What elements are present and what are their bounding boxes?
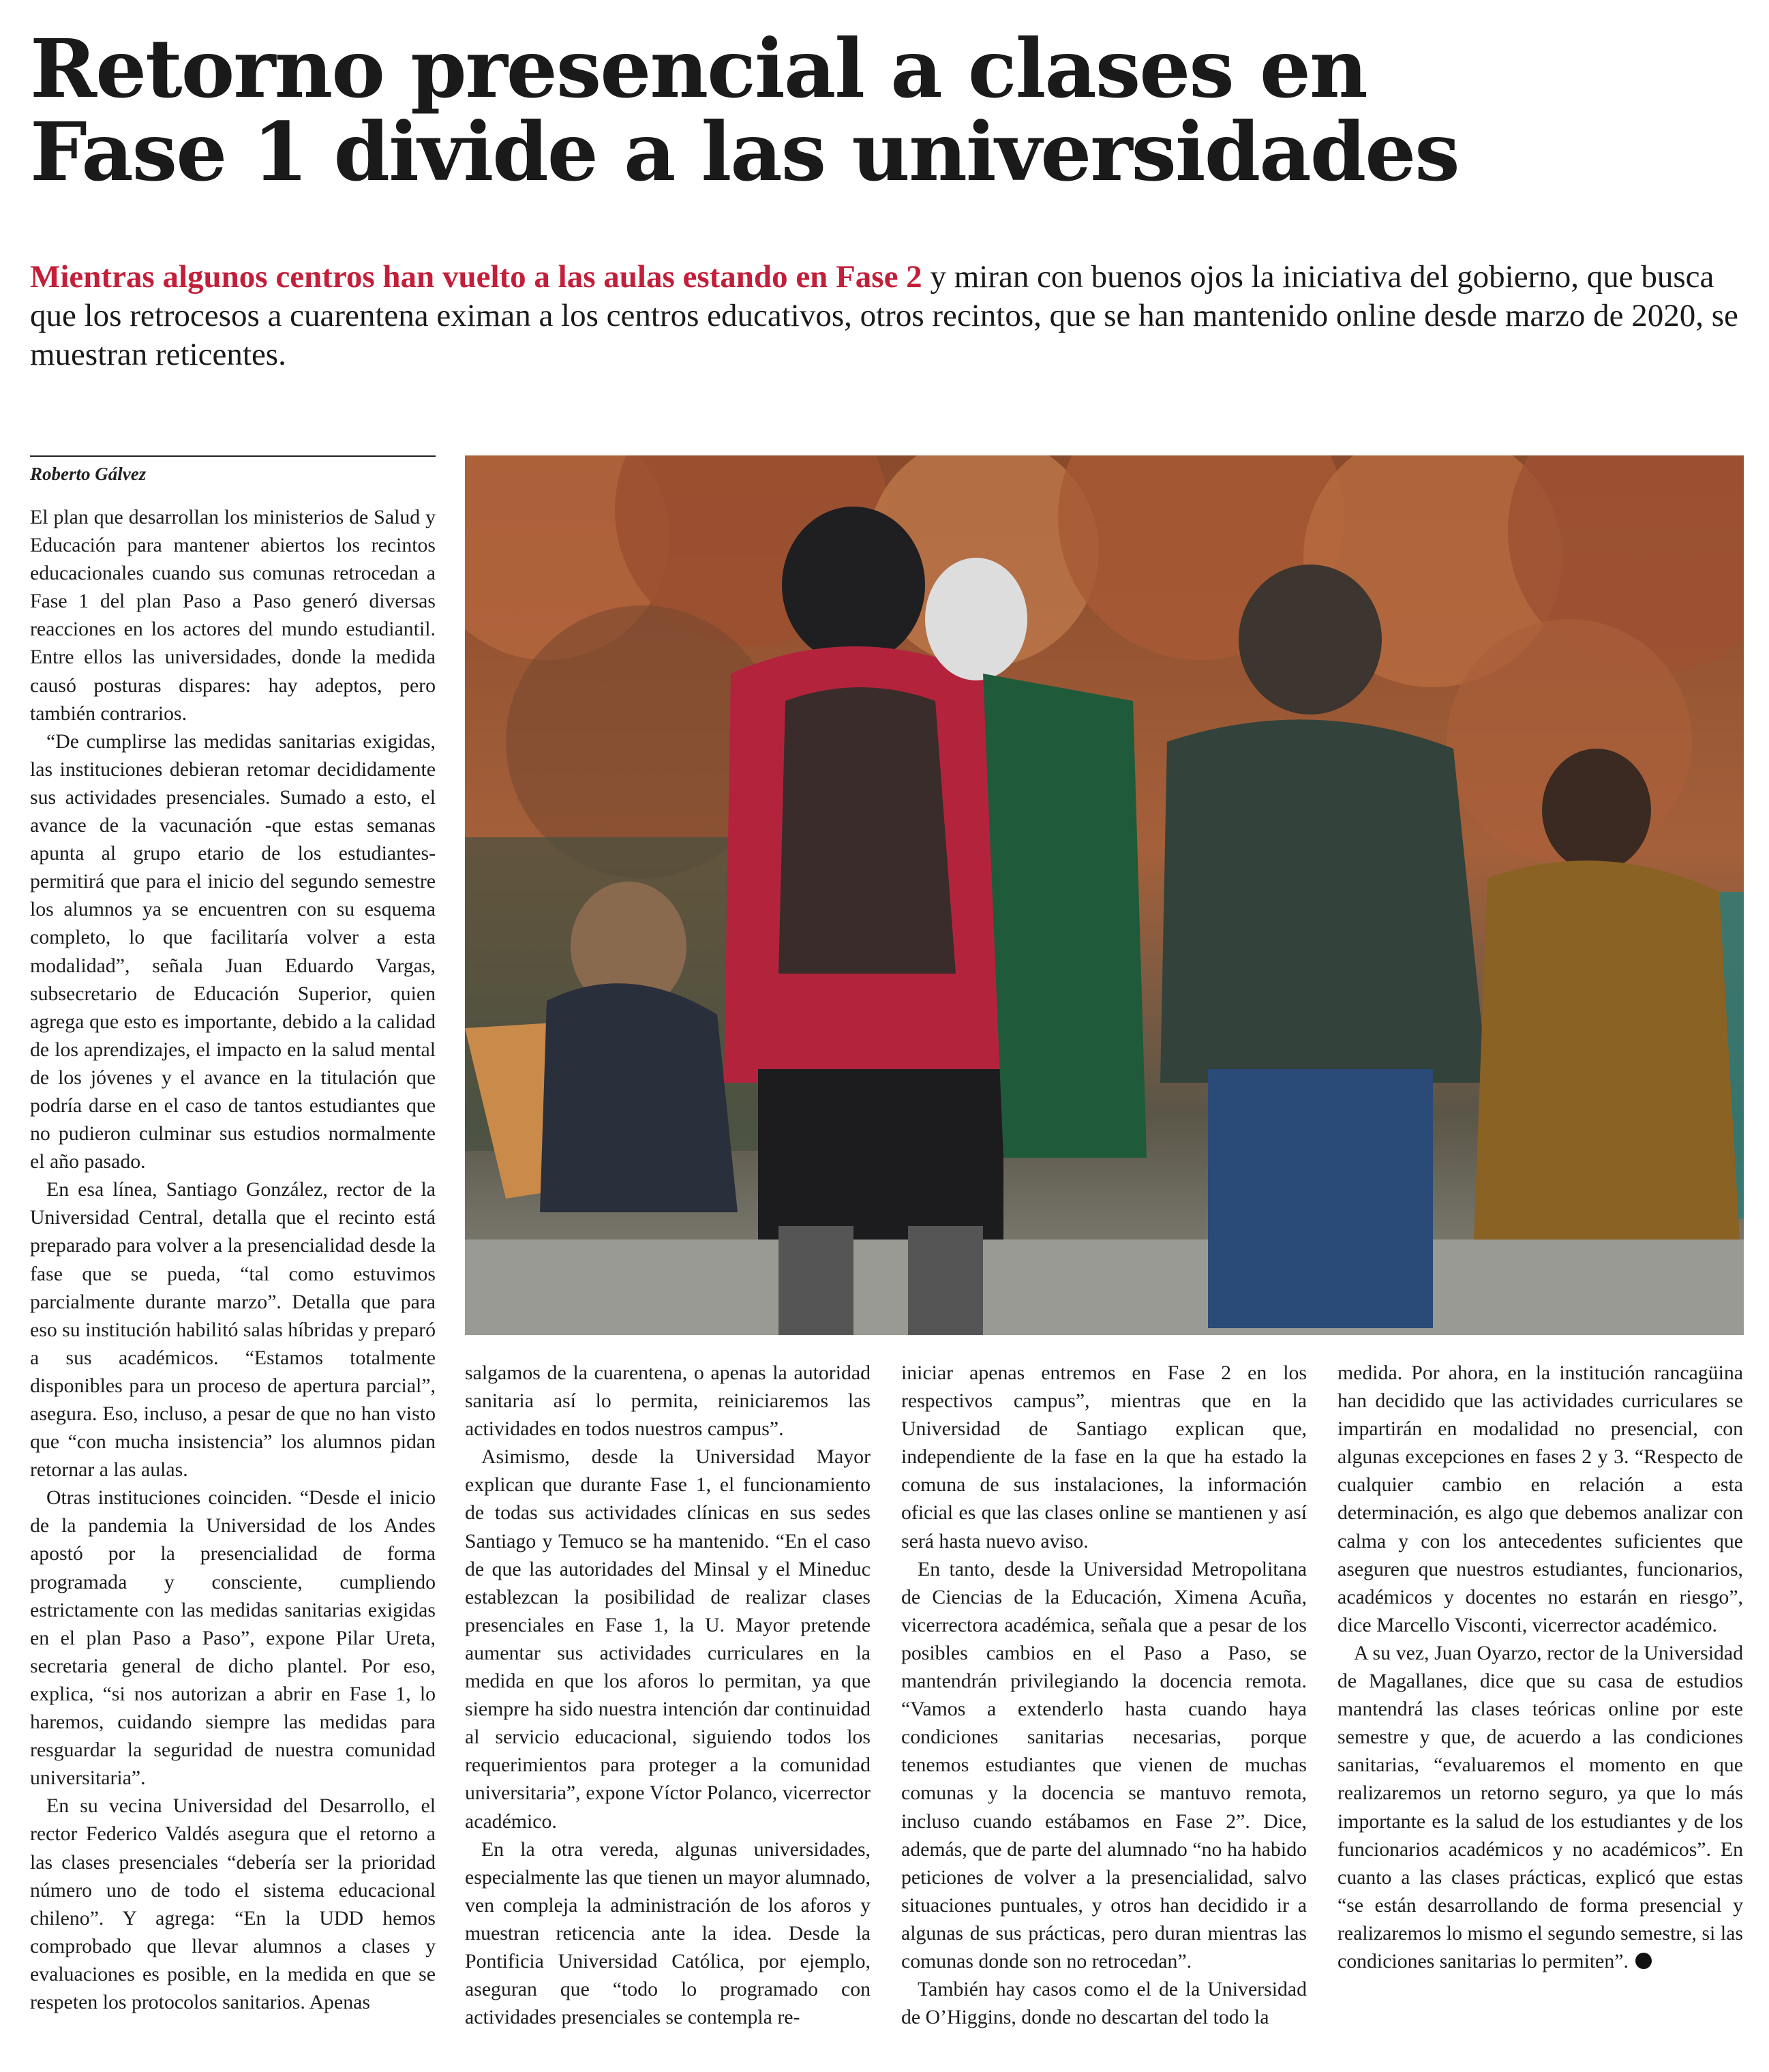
paragraph: En esa línea, Santiago González, rector de la Universidad Central, detalla que el recinto está preparado para volver a la presencialidad desde la fase que se pueda, “tal como estuvimos parcialmente durante marzo”. Detalla que para eso su institución habilitó salas híbridas y preparó a sus académicos. “Estamos totalmente disponibles para un proceso de apertura parcial”, asegura. Eso, incluso, a pesar de que no han visto que “con mucha insistencia” los alumnos pidan retornar a las aulas. xyxy=(30,1178,436,1482)
paragraph: En tanto, desde la Universidad Metropolitana de Ciencias de la Educación, Ximena Acuña, vicerrectora académica, señala que a pesar de los posibles cambios en el Paso a Paso, se mantendrán privilegiando la docencia remota. “Vamos a extenderlo hasta cuando haya condiciones sanitarias necesarias, porque tenemos estudiantes que vienen de muchas comunas y la docencia se mantuvo remota, incluso cuando estábamos en Fase 2”. Dice, además, que de parte del alumnado “no ha habido peticiones de volver a la presencialidad, salvo situaciones puntuales, y otros han decidido ir a algunas de sus prácticas, pero duran mientras las comunas donde son no retrocedan”. xyxy=(901,1557,1307,1972)
paragraph: Otras instituciones coinciden. “Desde el inicio de la pandemia la Universidad de los Andes apostó por la presencialidad de forma programada y consciente, cumpliendo estrictamente con las medidas sanitarias exigidas en el plan Paso a Paso”, expone Pilar Ureta, secretaria general de dicho plantel. Por eso, explica, “si nos autorizan a abrir en Fase 1, lo haremos, cuidando siempre las medidas para resguardar la seguridad de nuestra comunidad universitaria”. xyxy=(30,1486,436,1790)
students-walking-photo xyxy=(465,455,1744,1335)
paragraph: “De cumplirse las medidas sanitarias exigidas, las instituciones debieran retomar decididamente sus actividades presenciales. Sumado a esto, el avance de la vacunación -que estas semanas apunta al grupo etario de los estudiantes- permitirá que para el inicio del segundo semestre los alumnos ya se encuentren con su esquema completo, lo que facilitaría volver a esta modalidad”, señala Juan Eduardo Vargas, subsecretario de Educación Superior, quien agrega que esto es importante, debido a la calidad de los aprendizajes, el impacto en la salud mental de los jóvenes y el avance en la titulación que podría darse en el caso de tantos estudiantes que no pudieron culminar sus estudios normalmente el año pasado. xyxy=(30,730,436,1173)
headline xyxy=(30,21,1748,199)
paragraph: salgamos de la cuarentena, o apenas la autoridad sanitaria así lo permita, reiniciaremos las actividades en todos nuestros campus”. xyxy=(465,1362,871,1441)
paragraph: iniciar apenas entremos en Fase 2 en los respectivos campus”, mientras que en la Universidad de Santiago explican que, independiente de la fase en la que ha estado la comuna de sus instalaciones, la información oficial es que las clases online se mantienen y así será hasta nuevo aviso. xyxy=(901,1362,1307,1552)
article-column-3 xyxy=(901,1359,1307,2031)
headline-line-2: Fase 1 divide a las universidades xyxy=(30,104,1459,199)
headline-line-1: Retorno presencial a clases en xyxy=(30,21,1367,116)
article-column-2 xyxy=(465,1359,871,2031)
paragraph: También hay casos como el de la Universidad de O’Higgins, donde no descartan del todo la xyxy=(901,1978,1307,2029)
paragraph: A su vez, Juan Oyarzo, rector de la Universidad de Magallanes, dice que su casa de estudios mantendrá las clases teóricas online por este semestre y que, de acuerdo a las condiciones sanitarias, “evaluaremos el momento en que realizaremos un retorno seguro, ya que lo más importante es la salud de los estudiantes y de los funcionarios académicos y no académicos”. En cuanto a las clases prácticas, explicó que estas “se están desarrollando de forma presencial y realizaremos lo mismo el segundo semestre, si las condiciones sanitarias lo permiten”. xyxy=(1337,1641,1743,1972)
paragraph: En su vecina Universidad del Desarrollo, el rector Federico Valdés asegura que el retorno a las clases presenciales “debería ser la prioridad número uno de todo el sistema educacional chileno”. Y agrega: “En la UDD hemos comprobado que llevar alumnos a clases y evaluaciones es posible, en la medida en que se respeten los protocolos sanitarios. Apenas xyxy=(30,1795,436,2013)
path-ground xyxy=(465,1240,1744,1335)
lede xyxy=(30,258,1762,374)
end-of-article-icon xyxy=(1635,1953,1652,1969)
article-column-1 xyxy=(30,503,436,2016)
article-photo xyxy=(465,455,1744,1335)
paragraph: Asimismo, desde la Universidad Mayor explican que durante Fase 1, el funcionamiento de todas sus actividades clínicas en sus sedes Santiago y Temuco se ha mantenido. “En el caso de que las autoridades del Minsal y el Mineduc establezcan la posibilidad de realizar clases presenciales en Fase 1, la U. Mayor pretende aumentar sus actividades curriculares en la medida en que los aforos lo permitan, ya que siempre ha sido nuestra intención dar continuidad al servicio educacional, siguiendo todos los requerimientos para proteger a la comunidad universitaria”, expone Víctor Polanco, vicerrector académico. xyxy=(465,1445,871,1833)
paragraph: En la otra vereda, algunas universidades, especialmente las que tienen un mayor alumnado, ven compleja la administración de los aforos y muestran reticencia ante la idea. Desde la Pontificia Universidad Católica, por ejemplo, aseguran que “todo lo programado con actividades presenciales se contempla re- xyxy=(465,1837,871,2029)
paragraph: El plan que desarrollan los ministerios de Salud y Educación para mantener abiertos los recintos educacionales cuando sus comunas retrocedan a Fase 1 del plan Paso a Paso generó diversas reacciones en los actores del mundo estudiantil. Entre ellos las universidades, donde la medida causó posturas dispares: hay adeptos, pero también contrarios. xyxy=(30,506,436,725)
article-column-4 xyxy=(1337,1359,1743,1975)
lede-text: y miran con buenos ojos la iniciativa del gobierno, que busca que los retrocesos a cuarentena eximan a los centros educativos, otros recintos, que se han mantenido online desde marzo de 2020, se muestran reticentes. xyxy=(30,259,1738,372)
byline: Roberto Gálvez xyxy=(30,455,436,491)
paragraph: medida. Por ahora, en la institución rancagüina han decidido que las actividades curriculares se impartirán en modalidad no presencial, con algunas excepciones en fases 2 y 3. “Respecto de cualquier cambio en relación a esta determinación, es algo que debemos analizar con calma y con los antecedentes suficientes que aseguren que nuestros estudiantes, funcionarios, académicos y docentes no estarán en riesgo”, dice Marcello Visconti, vicerrector académico. xyxy=(1337,1362,1743,1636)
lede-highlight: Mientras algunos centros han vuelto a las aulas estando en Fase 2 xyxy=(30,259,922,295)
